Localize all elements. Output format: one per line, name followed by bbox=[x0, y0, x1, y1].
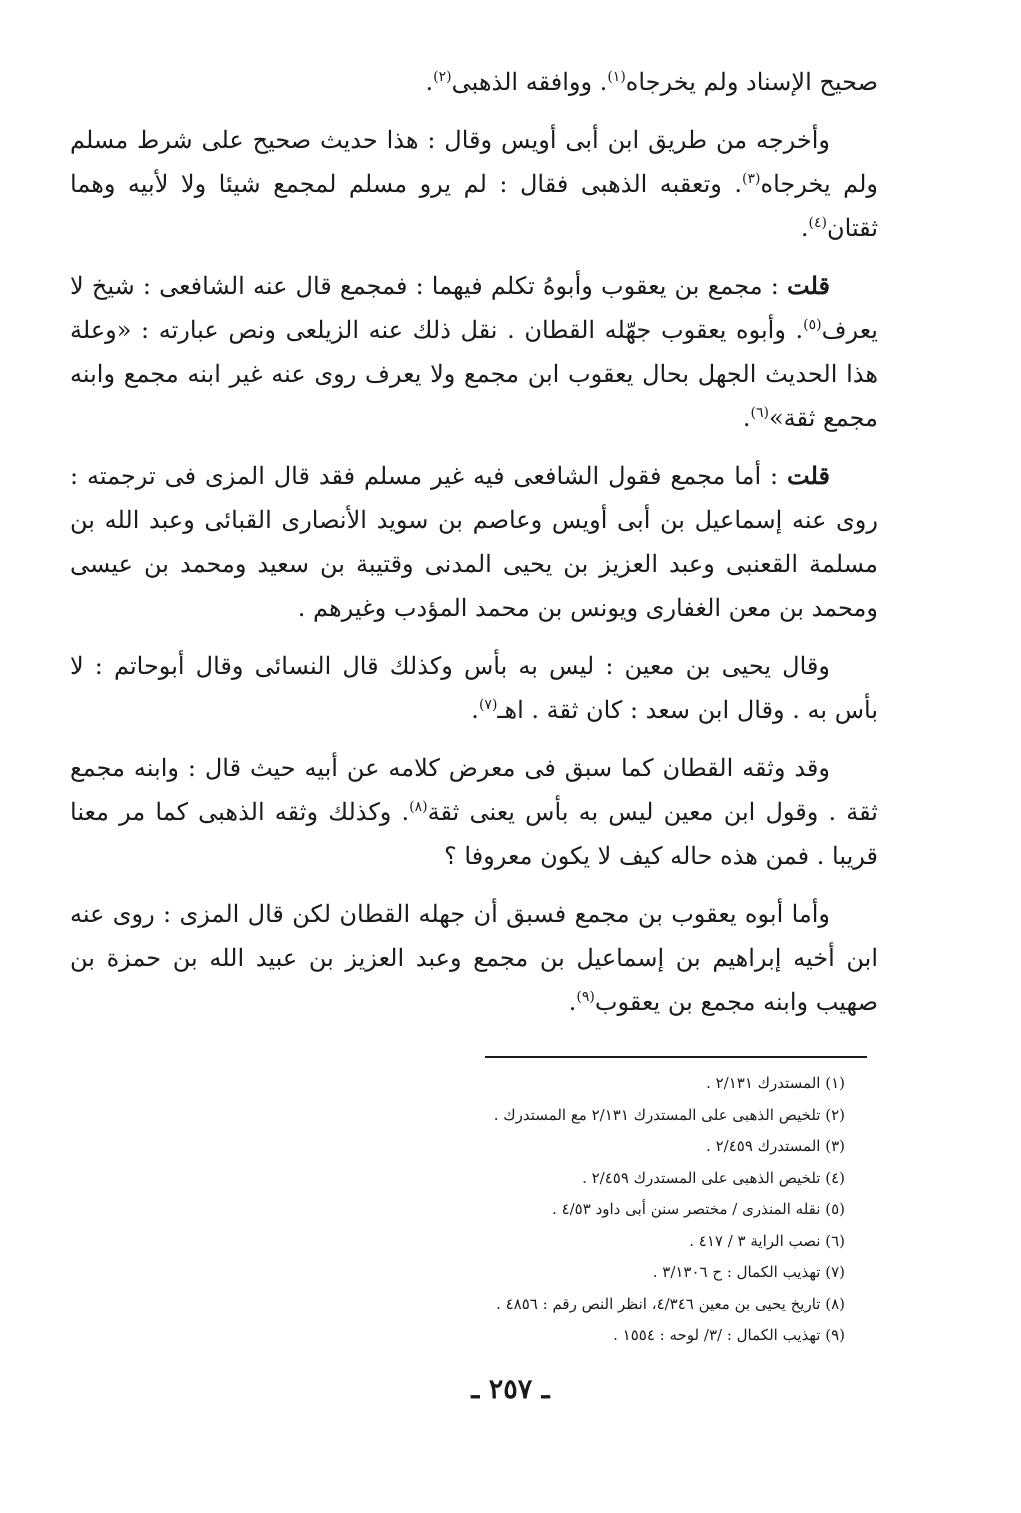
footnotes bbox=[260, 1068, 845, 1352]
paragraph-text: . bbox=[568, 988, 577, 1016]
paragraph-4 bbox=[70, 454, 878, 630]
paragraph-text: وأما أبوه يعقوب بن مجمع فسبق أن جهله القطان لكن قال المزى : روى عنه ابن أخيه إبراهيم بن إسماعيل بن مجمع وعبد العزيز بن عبيد الله بن حمزة بن صهيب وابنه مجمع بن يعقوب bbox=[70, 900, 878, 1016]
footnote-7: (٧) تهذيب الكمال : ح ٣/١٣٠٦ . bbox=[652, 1263, 845, 1281]
paragraph-text: . وتعقبه الذهبى فقال : لم يرو مسلم لمجمع شيئا ولا لأبيه وهما ثقتان bbox=[70, 170, 878, 242]
footnote-6: (٦) نصب الراية ٣ / ٤١٧ . bbox=[689, 1231, 845, 1250]
footnote-8: (٨) تاريخ يحيى بن معين ٤/٣٤٦، انظر النص رقم : ٤٨٥٦ . bbox=[496, 1294, 845, 1313]
footnote-9: (٩) تهذيب الكمال : /٣/ لوحه : ١٥٥٤ . bbox=[613, 1326, 845, 1344]
footnote-ref-6: (٦) bbox=[750, 405, 769, 421]
main-text bbox=[70, 60, 878, 1038]
footnote-ref-8: (٨) bbox=[409, 799, 428, 815]
footnote-ref-1: (١) bbox=[607, 69, 626, 85]
footnote-2: (٢) تلخيص الذهبى على المستدرك ٢/١٣١ مع المستدرك . bbox=[493, 1105, 845, 1124]
footnote-ref-5: (٥) bbox=[803, 317, 822, 333]
footnote-ref-2: (٢) bbox=[433, 69, 452, 85]
paragraph-text: : أما مجمع فقول الشافعى فيه غير مسلم فقد قال المزى فى ترجمته : روى عنه إسماعيل بن أبى أويس وعاصم بن سويد الأنصارى القبائى وعبد الله بن مسلمة القعنبى وعبد العزيز بن يحيى المدنى وقتيبة بن سعيد ومحمد بن عيسى ومحمد بن معن الغفارى ويونس بن محمد المؤدب وغيرهم . bbox=[70, 462, 878, 622]
paragraph-text: . bbox=[425, 68, 434, 96]
paragraph-lead: قلت bbox=[787, 271, 830, 300]
paragraph-3 bbox=[70, 264, 878, 440]
paragraph-6 bbox=[70, 746, 878, 878]
paragraph-text: . bbox=[471, 696, 479, 724]
page-number: ـ ٢٥٧ ـ bbox=[471, 1374, 550, 1405]
paragraph-text: . ووافقه الذهبى bbox=[451, 68, 608, 96]
footnote-ref-4: (٤) bbox=[808, 215, 827, 231]
paragraph-1 bbox=[70, 60, 878, 104]
footnote-1: (١) المستدرك ٢/١٣١ . bbox=[706, 1074, 845, 1092]
paragraph-2 bbox=[70, 118, 878, 250]
paragraph-text: وأخرجه من طريق ابن أبى أويس وقال : هذا حديث صحيح على شرط مسلم ولم يخرجاه bbox=[70, 126, 879, 198]
paragraph-lead: قلت bbox=[787, 461, 830, 490]
footnote-4: (٤) تلخيص الذهبى على المستدرك ٢/٤٥٩ . bbox=[582, 1168, 845, 1187]
footnote-ref-3: (٣) bbox=[742, 171, 761, 187]
footnote-divider bbox=[485, 1056, 867, 1058]
paragraph-text: . bbox=[742, 404, 751, 432]
paragraph-text: وقال يحيى بن معين : ليس به بأس وكذلك قال النسائى وقال أبوحاتم : لا بأس به . وقال ابن سعد : كان ثقة . اهـ bbox=[70, 652, 878, 724]
footnote-ref-7: (٧) bbox=[478, 697, 498, 713]
paragraph-text: . bbox=[800, 214, 809, 242]
paragraph-text: . وكذلك وثقه الذهبى كما مر معنا قريبا . فمن هذه حاله كيف لا يكون معروفا ؟ bbox=[70, 798, 878, 870]
paragraph-text: : مجمع بن يعقوب وأبوهُ تكلم فيهما : فمجمع قال عنه الشافعى : شيخ لا يعرف bbox=[70, 272, 878, 344]
footnote-5: (٥) نقله المنذرى / مختصر سنن أبى داود ٤/٥٣ . bbox=[552, 1200, 845, 1218]
paragraph-text: صحيح الإسناد ولم يخرجاه bbox=[625, 68, 878, 96]
paragraph-text: . وأبوه يعقوب جهّله القطان . نقل ذلك عنه الزيلعى ونص عبارته : «وعلة هذا الحديث الجهل بحال يعقوب ابن مجمع ولا يعرف روى عنه غير ابنه مجمع وابنه مجمع ثقة» bbox=[70, 316, 878, 432]
paragraph-7 bbox=[70, 892, 878, 1024]
paragraph-5 bbox=[70, 644, 878, 732]
footnote-3: (٣) المستدرك ٢/٤٥٩ . bbox=[706, 1137, 845, 1155]
paragraph-text: وقد وثقه القطان كما سبق فى معرض كلامه عن أبيه حيث قال : وابنه مجمع ثقة . وقول ابن معين ليس به بأس يعنى ثقة bbox=[70, 754, 878, 826]
footnote-ref-9: (٩) bbox=[576, 989, 595, 1005]
